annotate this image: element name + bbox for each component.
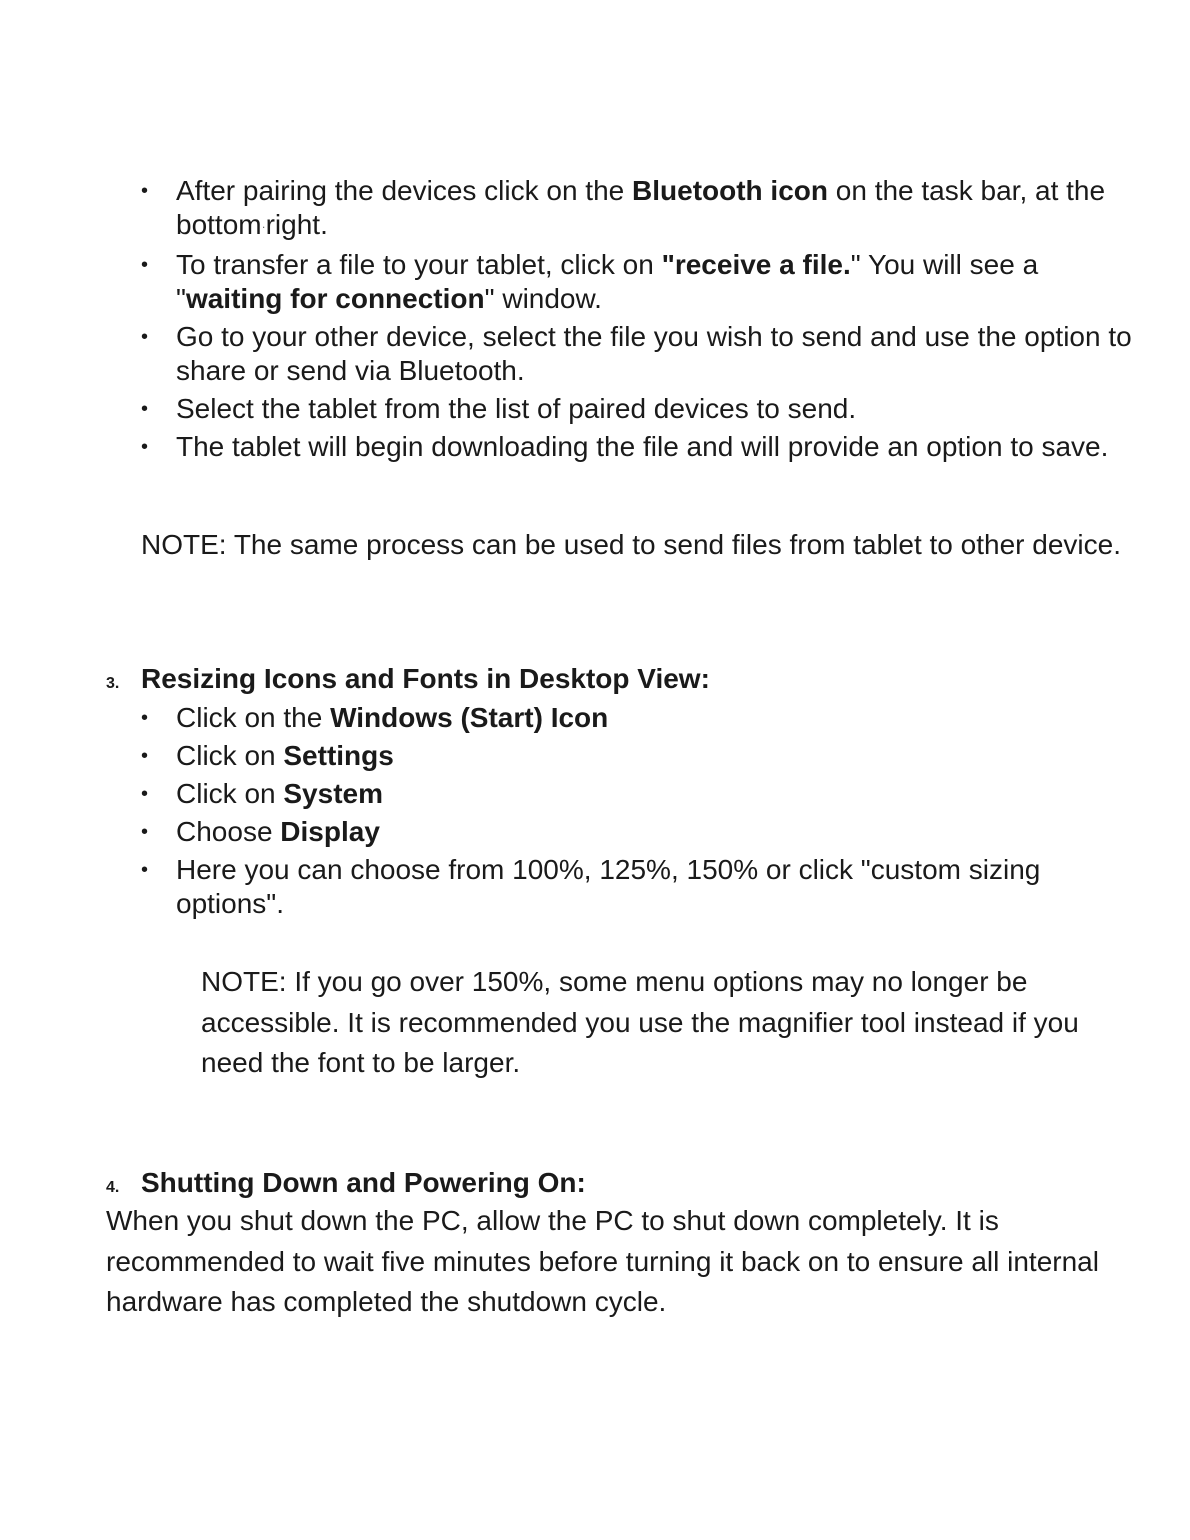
bullet-icon: • bbox=[141, 180, 149, 202]
section-title: Resizing Icons and Fonts in Desktop View: bbox=[141, 663, 710, 694]
bullet-icon: • bbox=[141, 783, 149, 805]
list-item-text: Click on bbox=[176, 740, 284, 771]
bold-text: waiting for connection bbox=[185, 282, 485, 314]
note-paragraph: NOTE: The same process can be used to send files from tablet to other device. bbox=[141, 529, 1121, 560]
list-item bbox=[141, 430, 1141, 464]
resizing-steps-list bbox=[141, 701, 1141, 925]
bullet-icon: • bbox=[141, 397, 149, 420]
bold-text: Display bbox=[280, 816, 380, 847]
bold-text: Windows (Start) Icon bbox=[330, 702, 609, 733]
list-item-text: right. bbox=[265, 209, 328, 240]
body-paragraph: When you shut down the PC, allow the PC to shut down completely. It is recommended to wait five minutes before turning it back on to ensure all internal hardware has completed the shutdown cycle. bbox=[106, 1205, 1099, 1317]
bold-text: Settings bbox=[283, 740, 394, 771]
list-item bbox=[141, 701, 1141, 735]
bullet-icon: • bbox=[141, 859, 149, 881]
bullet-icon: • bbox=[141, 435, 149, 458]
list-item bbox=[141, 815, 1141, 849]
list-item bbox=[141, 320, 1141, 388]
list-item-text: After pairing the devices click on the bbox=[176, 175, 633, 206]
bullet-icon: • bbox=[141, 745, 149, 767]
list-item-text: on the task bar, at the bottom bbox=[176, 175, 1106, 240]
bullet-icon: • bbox=[141, 707, 149, 729]
list-item bbox=[141, 777, 1141, 811]
list-item-text: Choose bbox=[176, 816, 281, 847]
section-number: 3. bbox=[106, 675, 120, 692]
list-item-text: " You will see a " bbox=[176, 248, 1039, 314]
list-item bbox=[141, 248, 1141, 316]
list-item-text: Click on bbox=[176, 778, 284, 809]
list-item-text: Go to your other device, select the file you wish to send and use the option to share or send via Bluetooth. bbox=[176, 320, 1132, 386]
section-heading bbox=[106, 1166, 586, 1205]
list-item-text: Here you can choose from 100%, 125%, 150% or click "custom sizing options". bbox=[176, 854, 1041, 919]
bluetooth-steps-list bbox=[141, 174, 1141, 468]
list-item bbox=[141, 174, 1141, 244]
bold-text: System bbox=[283, 778, 383, 809]
note-paragraph: NOTE: If you go over 150%, some menu options may no longer be accessible. It is recommended you use the magnifier tool instead if you need the font to be larger. bbox=[201, 966, 1079, 1078]
bold-text: "receive a file. bbox=[661, 248, 851, 280]
bullet-icon: • bbox=[141, 821, 149, 843]
list-item bbox=[141, 853, 1141, 921]
section-heading bbox=[106, 662, 710, 701]
list-item-text: The tablet will begin downloading the file and will provide an option to save. bbox=[176, 430, 1109, 462]
bullet-icon: • bbox=[141, 325, 149, 348]
list-item-text: Select the tablet from the list of paired devices to send. bbox=[176, 392, 857, 424]
list-item-text: To transfer a file to your tablet, click on bbox=[176, 248, 662, 280]
list-item bbox=[141, 739, 1141, 773]
list-item-text: " window. bbox=[484, 282, 602, 314]
list-item bbox=[141, 392, 1141, 426]
bullet-icon: • bbox=[141, 253, 149, 276]
section-title: Shutting Down and Powering On: bbox=[141, 1167, 586, 1198]
bold-text: Bluetooth icon bbox=[632, 175, 828, 206]
section-number: 4. bbox=[106, 1179, 120, 1196]
stray-mark: · bbox=[261, 219, 266, 234]
list-item-text: Click on the bbox=[176, 702, 331, 733]
